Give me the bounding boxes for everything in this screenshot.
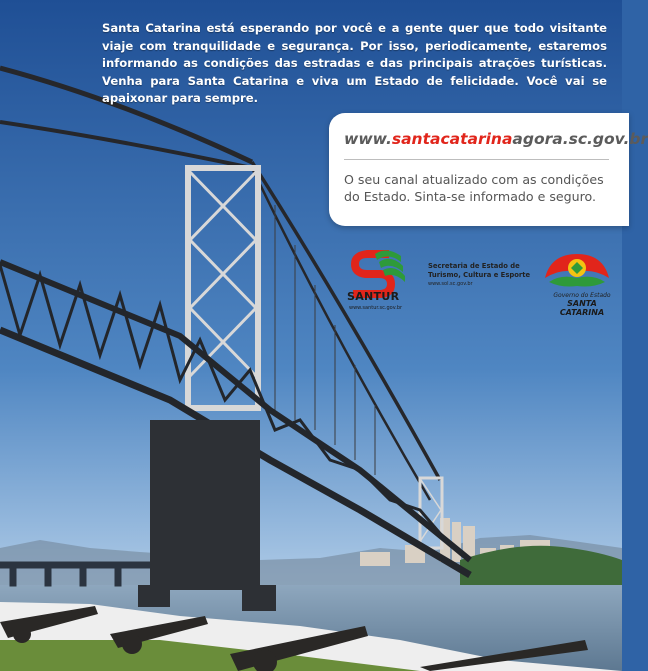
card-description: O seu canal atualizado com as condições do Estado. Sinta-se informado e seguro.	[344, 172, 604, 204]
url-prefix: www.	[344, 130, 392, 148]
secretaria-block	[428, 262, 538, 289]
website-card	[329, 113, 648, 226]
secretaria-url: www.sol.sc.gov.br	[428, 281, 473, 287]
gov-line-2: SANTA CATARINA	[559, 299, 605, 317]
url-suffix: agora.sc.gov.br	[512, 130, 648, 148]
bridge-piers	[138, 420, 276, 611]
website-link[interactable]	[344, 130, 648, 148]
intro-paragraph: Santa Catarina está esperando por você e a gente quer que todo visitante viaje com tranquilidade e segurança. Por isso, periodicamente, estaremos informando as condições das estradas e das principais atrações turísticas. Venha para Santa Catarina e viva um Estado de felicidade. Você vai se apaixonar para sempre.	[102, 21, 607, 106]
gov-caption	[547, 292, 617, 317]
state-coat-of-arms-icon	[541, 248, 613, 294]
secretaria-line-1: Secretaria de Estado de	[428, 262, 520, 270]
url-highlight: santacatarina	[391, 130, 513, 148]
santur-url: www.santur.sc.gov.br	[349, 305, 403, 311]
gov-line-1: Governo do Estado	[553, 292, 611, 299]
secretaria-line-2: Turismo, Cultura e Esporte	[428, 271, 531, 279]
card-divider	[344, 159, 609, 160]
santur-name: SANTUR	[347, 290, 400, 303]
